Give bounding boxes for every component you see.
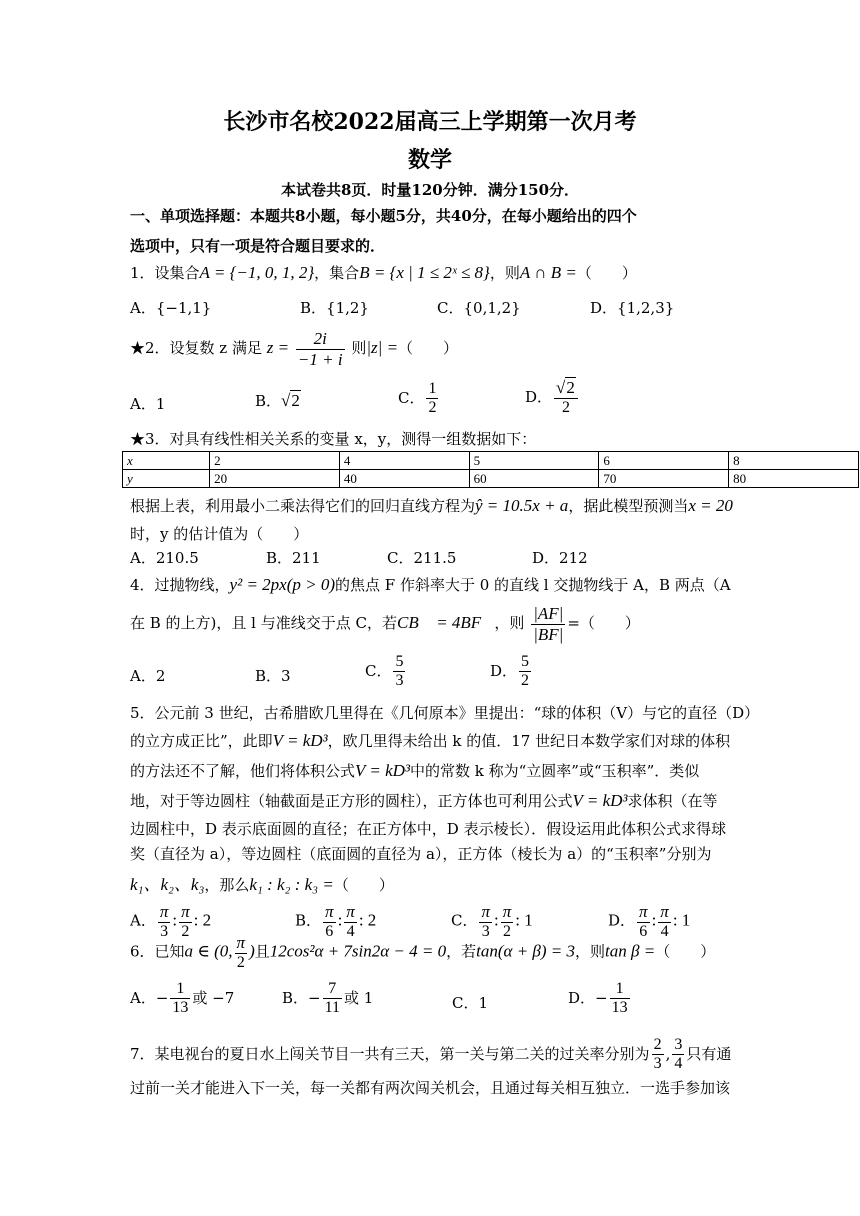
q6-option-b-den: 11 [324,999,340,1017]
q3-condition: x = 20 [688,496,733,515]
q5-ratio-tail: : 1 [515,910,533,930]
q6-option-d-label: D．− [568,988,608,1007]
q1-set-b: B = {x | 1 ≤ 2ˣ ≤ 8} [359,263,490,282]
q7-frac-2 [672,1036,684,1074]
q3-option-a: A．210.5 [130,549,199,567]
q5-frac-num: π [639,902,648,921]
q4-line2-a: 在 B 的上方)，且 l 与准线交于点 C，若 [130,614,397,633]
q2-fraction [296,329,345,369]
q4-parabola-eq: y² = 2px(p > 0) [229,575,335,594]
question-5-line6: 奖（直径为 a），等边圆柱（底面圆的直径为 a），正方体（棱长为 a）的“玉积率”分别为 [130,845,712,863]
q5-frac-num: π [502,902,512,921]
table-cell: y [123,470,210,488]
q1-set-a: A = {−1, 0, 1, 2} [199,263,315,282]
q5-frac-num: π [325,902,334,921]
q2-abs: |z| = [366,338,399,358]
q4-answer-blank: =（ ） [567,614,640,633]
q3-line2 [130,495,733,516]
q6-option-a-num: 1 [170,980,190,999]
q7-frac-1-den: 3 [653,1055,662,1073]
question-1-stem [130,262,637,283]
q2-answer-blank: （ ） [398,339,459,358]
table-cell: 4 [339,452,469,470]
q7-separator: , [665,1044,671,1063]
q3-option-d: D．212 [532,549,588,567]
q1-expr: A ∩ B = [519,263,577,282]
q5-answer-blank: （ ） [333,876,394,894]
page-title: 长沙市名校2022届高三上学期第一次月考 [223,109,637,135]
q4-option-c-den: 3 [395,672,404,690]
table-cell: 2 [210,452,340,470]
q5-option-c-label: C． [451,911,478,930]
q2-option-b [255,390,301,411]
q7-frac-2-den: 4 [674,1055,683,1073]
q2-option-b-radicand: 2 [291,391,300,410]
q3-line2-b: ，据此模型预测当 [568,497,689,515]
q5-l2-b: ，欧几里得未给出 k 的值．17 世纪日本数学家们对球的体积 [327,732,731,750]
q2-option-b-label: B． [255,392,282,410]
q7-l1-b: 只有通 [686,1044,732,1063]
subject-title: 数学 [407,147,452,173]
q2-option-c-label: C． [398,388,425,407]
table-cell: x [123,452,210,470]
q2-option-a: A．1 [130,395,166,413]
table-cell: 5 [469,452,599,470]
q2-prefix: ★2．设复数 z 满足 [130,339,262,358]
q6-prefix: 6．已知 [130,942,185,961]
q6-option-a-label: A．− [130,988,169,1007]
question-7-line2: 过前一关才能进入下一关，每一关都有两次闯关机会，且通过每关相互独立．一选手参加该 [130,1079,731,1097]
q5-frac-num: π [159,902,169,921]
table-row [123,470,859,488]
q4-frac-num: |AF| [533,604,564,623]
q1-option-d: D．{1,2,3} [590,299,675,317]
q4-ratio-frac [531,604,565,644]
q5-l7-b: ，那么 [204,876,250,894]
q7-frac-2-num: 3 [672,1036,684,1055]
q1-answer-blank: （ ） [576,264,637,282]
question-2-stem [130,329,458,369]
q4-option-d-label: D． [490,661,518,680]
q6-cond-den: 2 [236,953,245,971]
q6-option-b-num: 7 [323,980,342,999]
q3-data-table [122,451,859,488]
q6-option-d-frac [610,980,630,1018]
table-cell: 6 [599,452,729,470]
q6-cond-frac [235,933,248,972]
q5-l3-a: 的方法还不了解，他们将体积公式 [130,762,356,780]
q5-frac-den: 6 [639,922,648,940]
q7-frac-1 [652,1036,664,1074]
question-4-line2 [130,604,640,644]
q1-option-c: C．{0,1,2} [437,299,521,317]
q6-option-d-den: 13 [611,999,628,1017]
q2-tail1: 则 [351,339,367,358]
sqrt-sign: √2 [556,378,575,397]
q6-tan-eq: tan(α + β) = 3 [476,941,576,961]
q2-option-d-label: D． [525,387,553,406]
q2-option-c [398,380,440,418]
q6-mid2: ，若 [446,942,477,961]
question-6-stem [130,933,715,972]
q5-frac-num: π [481,902,491,921]
q5-frac-den: 2 [503,922,512,940]
q2-option-c-frac [426,380,438,418]
q5-l2-a: 的立方成正比”，此即 [130,732,273,750]
q2-frac-num: 2i [296,329,345,350]
q3-option-c: C．211.5 [387,549,457,567]
question-5-line2 [130,730,730,751]
q2-option-c-den: 2 [428,399,437,417]
question-7-line1 [130,1036,731,1074]
section-heading-line1: 一、单项选择题：本题共8小题，每小题5分，共40分，在每小题给出的四个 [130,207,637,225]
q2-frac-den: −1 + i [297,349,343,369]
q5-l7-a: k₁、k₂、k₃ [130,875,205,894]
q4-option-d-num: 5 [519,653,531,672]
q2-option-d [525,378,580,418]
q6-option-a-den: 13 [172,999,189,1017]
q5-l3-b: 中的常数 k 称为“立圆率”或“玉积率”．类似 [409,762,700,780]
q3-line3: 时，y 的估计值为（ ） [130,525,309,543]
q5-frac-den: 2 [181,922,190,940]
q6-option-b-tail: 或 1 [344,988,374,1007]
ratio-colon: : [651,910,657,930]
q6-option-d-num: 1 [610,980,630,999]
q5-formula: V = kD³ [572,791,628,810]
q6-cond-num: π [236,933,246,952]
q5-ratio-eq: k₁ : k₂ : k₃ = [249,875,334,894]
q2-option-d-radicand: 2 [566,378,575,397]
q4-option-b: B．3 [255,667,291,685]
q4-line1-b: 的焦点 F 作斜率大于 0 的直线 l 交抛物线于 A，B 两点（A [335,576,731,594]
q6-option-c: C．1 [452,994,489,1012]
q4-vector-eq: CB⃗ = 4BF⃗ [397,613,495,633]
q6-equation: 12cos²α + 7sin2α − 4 = 0 [269,941,447,961]
q5-option-d-label: D． [608,911,636,930]
q4-option-a: A．2 [130,667,166,685]
question-5-line1: 5．公元前 3 世纪，古希腊欧几里得在《几何原本》里提出：“球的体积（V）与它的直径（D） [130,704,760,722]
q4-option-c-num: 5 [393,653,405,672]
q1-option-b: B．{1,2} [300,299,369,317]
q5-l4-b: 求体积（在等 [627,792,718,810]
q2-option-c-num: 1 [426,380,438,399]
q6-option-b [282,980,373,1018]
q4-line2-b: ，则 [494,614,525,633]
q4-option-c [365,653,407,691]
q2-option-d-den: 2 [561,399,570,417]
q3-regression-eq: ŷ = 10.5x + a [475,496,569,515]
q6-option-d [568,980,632,1018]
q5-ratio-tail: : 2 [358,910,377,930]
question-5-line5: 边圆柱中，D 表示底面圆的直径；在正方体中，D 表示棱长）．假设运用此体积公式求得球 [130,820,727,838]
q4-line1-a: 4．过抛物线， [130,576,230,594]
table-cell: 8 [729,452,859,470]
table-cell: 20 [210,470,340,488]
question-3-stem: ★3．对具有线性相关关系的变量 x，y，测得一组数据如下： [130,430,537,448]
q5-formula: V = kD³ [272,731,328,750]
q5-option-a-label: A． [130,911,156,930]
ratio-colon: : [172,910,178,930]
question-4-line1 [130,574,731,595]
q5-frac-num: π [660,902,669,921]
q4-frac-den: |BF| [533,624,564,644]
q6-cond-b: ) [249,941,255,961]
ratio-colon: : [337,910,343,930]
q6-option-a [130,980,234,1018]
q4-option-d [490,653,533,691]
section-heading-line2: 选项中，只有一项是符合题目要求的． [130,237,386,255]
q6-cond-a: a ∈ (0, [184,941,233,961]
q6-option-a-tail: 或 −7 [192,988,235,1007]
table-cell: 70 [599,470,729,488]
q7-frac-1-num: 2 [652,1036,664,1055]
q5-frac-num: π [346,902,355,921]
q3-option-b: B．211 [266,549,321,567]
question-5-line7 [130,870,394,895]
q6-option-b-frac [323,980,342,1018]
q1-tail1: ，则 [489,264,520,282]
q5-frac-num: π [181,902,190,921]
table-cell: 80 [729,470,859,488]
q6-option-a-frac [170,980,190,1018]
table-cell: 40 [339,470,469,488]
q5-formula: V = kD³ [355,761,410,780]
q5-frac-den: 4 [346,922,355,940]
q1-option-a: A．{−1,1} [130,299,212,317]
q1-mid: ，集合 [314,264,360,282]
question-5-line3 [130,760,699,781]
ratio-colon: : [494,910,499,930]
q6-mid3: ，则 [575,942,606,961]
q6-option-b-label: B．− [282,988,321,1007]
q5-l4-a: 地，对于等边圆柱（轴截面是正方形的圆柱），正方体也可利用公式 [130,792,573,810]
q5-ratio-tail: : 1 [672,910,691,930]
q4-option-c-frac [393,653,405,691]
q4-option-d-den: 2 [521,672,530,690]
q7-l1-a: 7．某电视台的夏日水上闯关节目一共有三天，第一关与第二关的过关率分别为 [130,1044,650,1063]
q5-frac-den: 3 [160,922,169,940]
q2-option-d-frac [554,378,578,418]
q6-answer-blank: （ ） [655,942,716,961]
q5-frac-den: 6 [325,922,334,940]
q2-lhs: z = [266,338,290,358]
q5-ratio-tail: : 2 [193,910,212,930]
q1-prefix: 1．设集合 [130,264,200,282]
q6-ask: tan β = [605,941,656,961]
q5-frac-den: 4 [660,922,669,940]
q4-option-d-frac [519,653,531,691]
sqrt-sign: √2 [281,391,300,410]
table-row [123,452,859,470]
exam-instructions: 本试卷共8页．时量120分钟．满分150分． [280,181,580,199]
q5-option-b-label: B． [295,911,322,930]
q3-line2-a: 根据上表，利用最小二乘法得它们的回归直线方程为 [130,497,476,515]
table-cell: 60 [469,470,599,488]
q6-mid: 且 [254,942,270,961]
q4-option-c-label: C． [365,661,392,680]
q5-frac-den: 3 [481,922,490,940]
question-5-line4 [130,790,718,811]
